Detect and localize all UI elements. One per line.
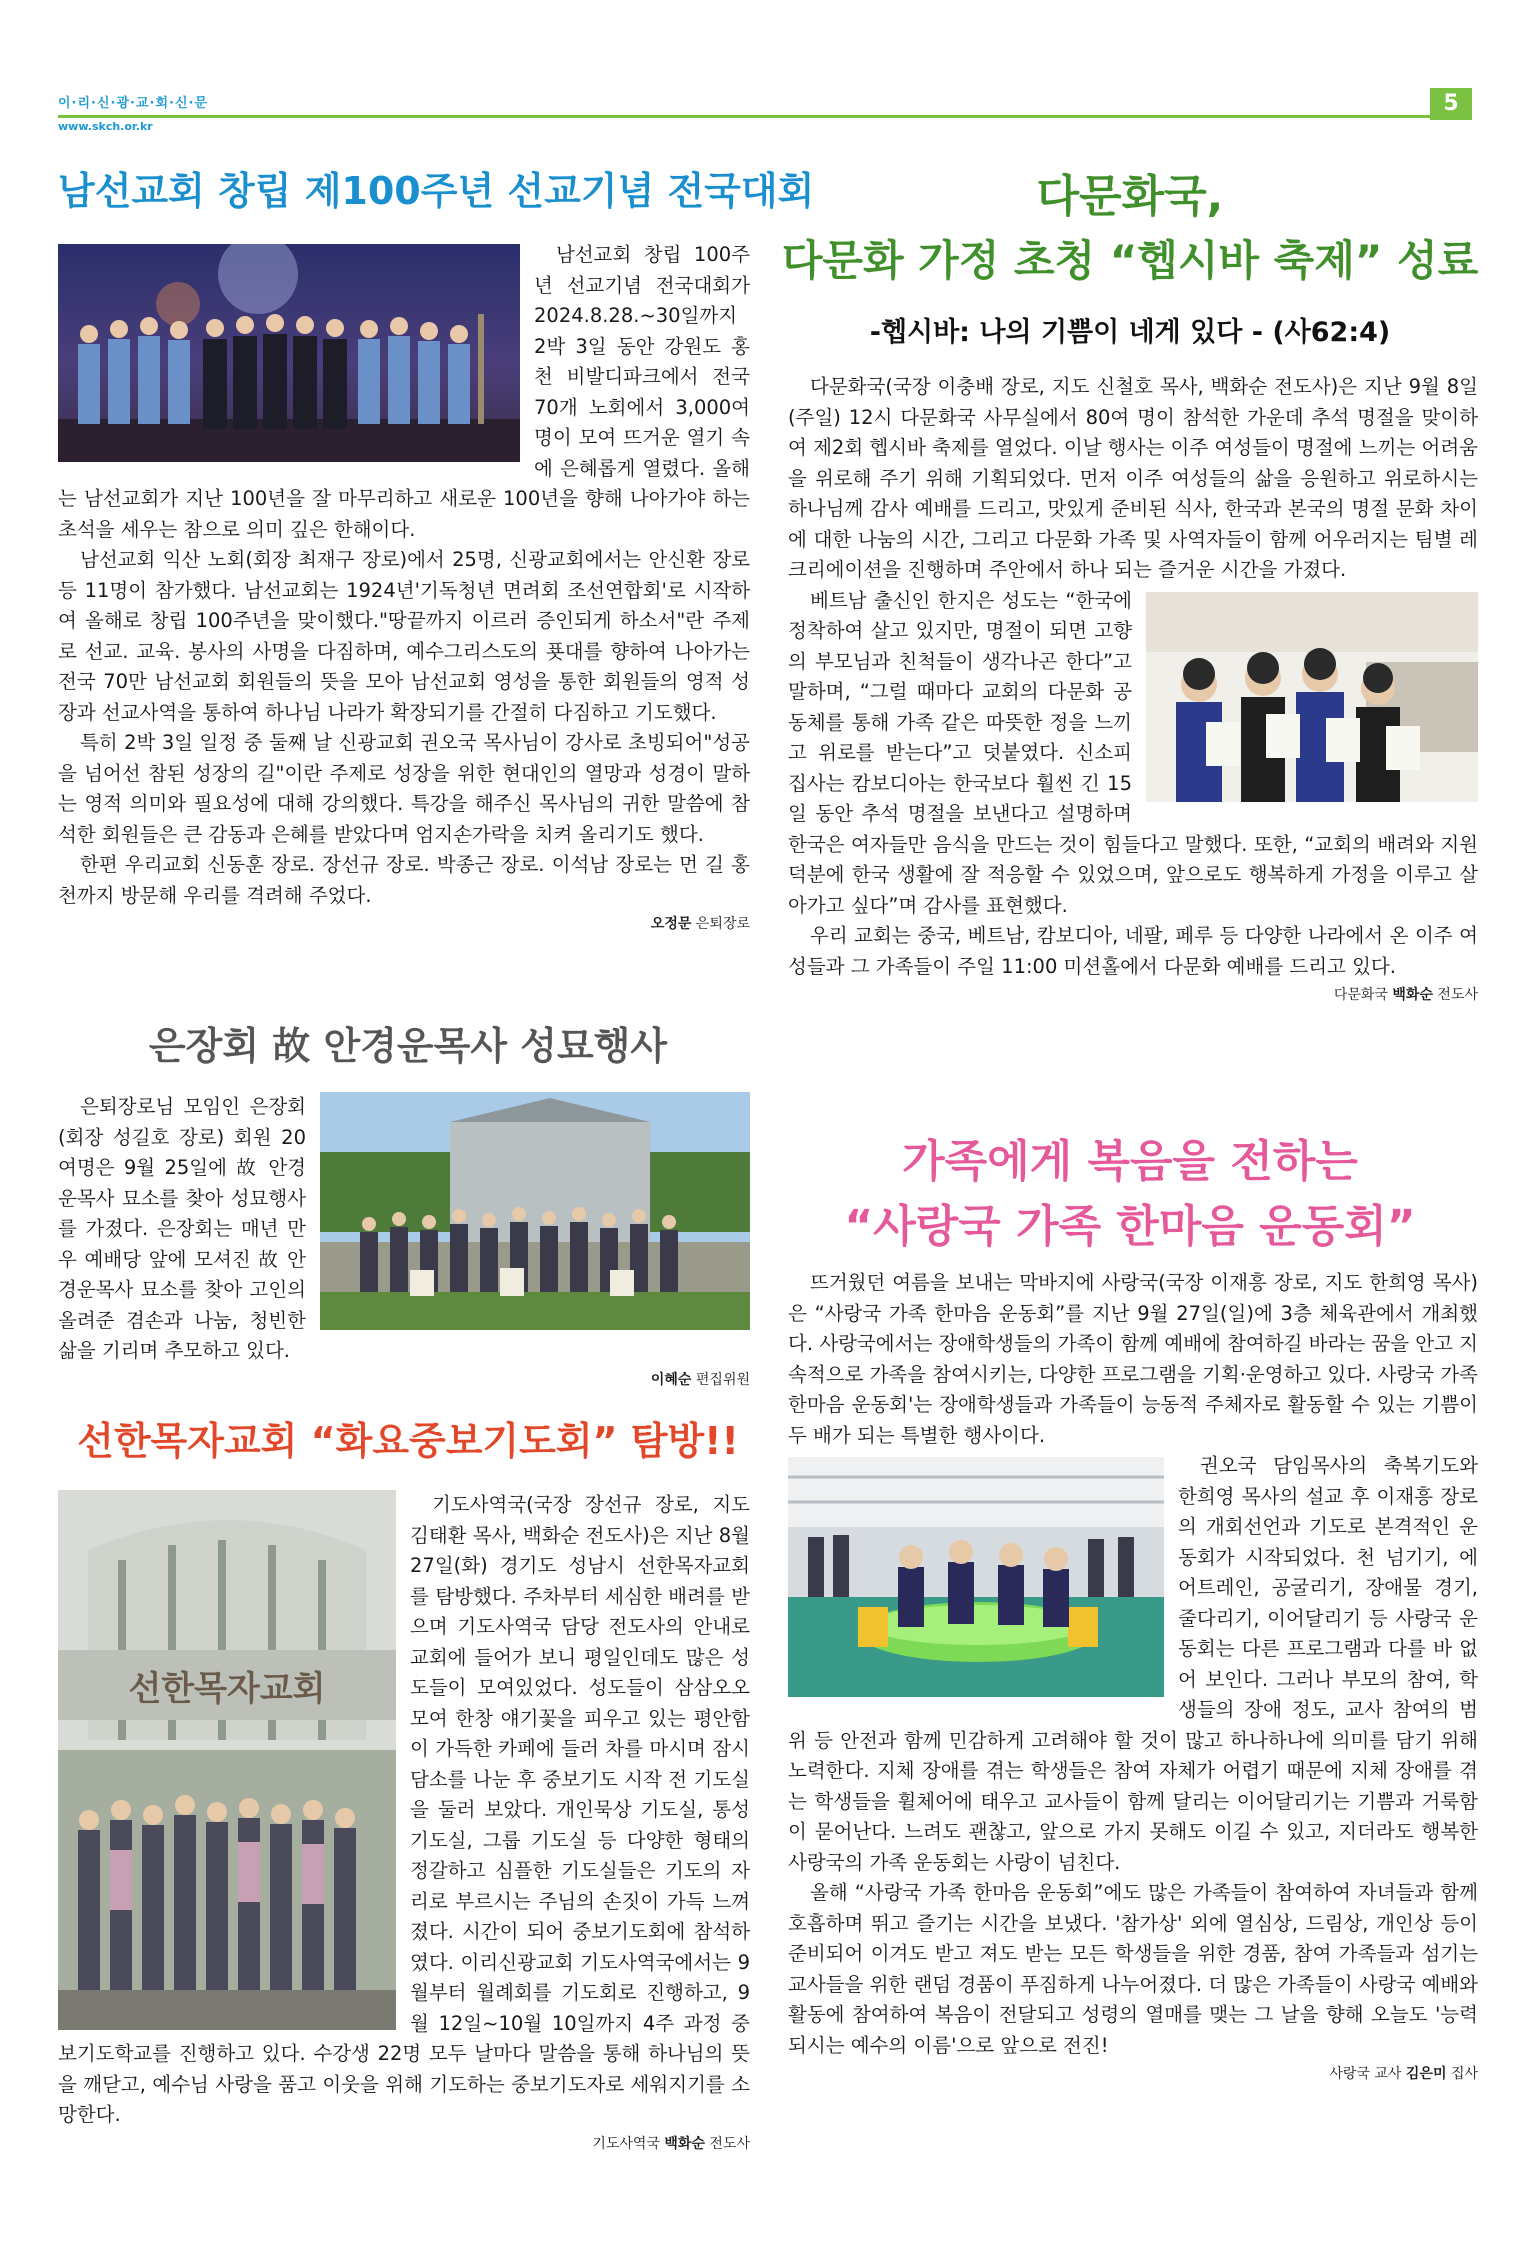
article1-paragraph: 남선교회 창립 100주년 선교기념 전국대회가 2024.8.28.~30일까지 2박 3일 동안 강원도 홍천 비발디파크에서 전국 70개 노회에서 3,000여명이 모여 뜨거운 열기 속에 은혜롭게 열렸다. 올해는 남선교회가 지난 100년을 잘 마무리하고 새로운 100년을 향해 나아가야 하는 초석을 세우는 참으로 의미 깊은 한해이다. — [58, 243, 750, 541]
header-rule — [58, 115, 1430, 118]
byline-name: 백화순 — [1392, 987, 1433, 1003]
article5-title-line1: 가족에게 복음을 전하는 — [902, 1136, 1358, 1187]
conference-group-photo — [58, 244, 520, 462]
article1-paragraph: 특히 2박 3일 일정 중 둘째 날 신광교회 권오국 목사님이 강사로 초빙되어"성공을 넘어선 참된 성장의 길"이란 주제로 성장을 위한 현대인의 열망과 성경이 말하는 영적 의미와 필요성에 대해 강의했다. 특강을 해주신 목사님의 귀한 말씀에 참석한 회원들은 큰 감동과 은혜를 받았다며 엄지손가락을 치켜 올리기도 했다. — [58, 731, 750, 846]
byline-role: 전도사 — [709, 2135, 750, 2152]
article1-body — [58, 240, 750, 933]
memorial-photo-graphic — [320, 1092, 750, 1330]
website-url[interactable]: www.skch.or.kr — [58, 120, 153, 133]
article5-title-line2: “사랑국 가족 한마음 운동회” — [844, 1201, 1416, 1252]
article3-title: 선한목자교회 “화요중보기도회” 탐방!! — [77, 1419, 739, 1463]
festival-photo-graphic — [1146, 592, 1478, 802]
byline-dept: 다문화국 — [1333, 987, 1388, 1003]
article2-byline — [58, 1369, 750, 1389]
article4-paragraph: 다문화국(국장 이충배 장로, 지도 신철호 목사, 백화순 전도사)은 지난 9월 8일(주일) 12시 다문화국 사무실에서 80여 명이 참석한 가운데 추석 명절을 맞이하여 제2회 헵시바 축제를 열었다. 이날 행사는 이주 여성들이 명절에 느끼는 어려움을 위로해 주기 위해 기획되었다. 먼저 이주 여성들의 삶을 응원하고 위로하시는 하나님께 감사 예배를 드리고, 맛있게 준비된 식사, 한국과 본국의 명절 문화 차이에 대한 나눔의 시간, 그리고 다문화 가족 및 사역자들이 함께 어우러지는 팀별 레크리에이션을 진행하며 주안에서 하나 되는 즐거운 시간을 가졌다. — [788, 375, 1478, 581]
byline-role: 집사 — [1450, 2066, 1478, 2082]
article4-byline — [788, 984, 1478, 1004]
article2-paragraph: 은퇴장로님 모임인 은장회(회장 성길호 장로) 회원 20여명은 9월 25일에 故 안경운목사 묘소를 찾아 성묘행사를 가졌다. 은장회는 매년 만우 예배당 앞에 모셔진 故 안경운목사 묘소를 찾아 고인의 올려준 겸손과 나눔, 청빈한 삶을 기리며 추모하고 있다. — [58, 1095, 306, 1362]
article5-paragraph: 올해 “사랑국 가족 한마음 운동회”에도 많은 가족들이 참여하여 자녀들과 함께 호흡하며 뛰고 즐기는 시간을 보냈다. '참가상' 외에 열심상, 드림상, 개인상 등이 준비되어 이겨도 받고 져도 받는 모든 학생들을 위한 경품, 참여 가족들과 섬기는 교사들을 위한 랜덤 경품이 푸짐하게 나누어졌다. 더 많은 가족들이 사랑국 예배와 활동에 참여하여 복음이 전달되고 성령의 열매를 맺는 그 날을 향해 오늘도 '능력되시는 예수의 이름'으로 앞으로 전진! — [788, 1881, 1478, 2057]
article4-subtitle: -헵시바: 나의 기쁨이 네게 있다 - (사62:4) — [869, 317, 1391, 348]
article1-title: 남선교회 창립 제100주년 선교기념 전국대회 — [58, 169, 815, 213]
church-sign-text: 선한목자교회 — [128, 1669, 326, 1709]
article5-paragraph: 뜨거웠던 여름을 보내는 막바지에 사랑국(국장 이재흥 장로, 지도 한희영 목사)은 “사랑국 가족 한마음 운동회”를 지난 9월 27일(일)에 3층 체육관에서 개최했다. 사랑국에서는 장애학생들의 가족이 함께 예배에 참여하길 바라는 꿈을 안고 지속적으로 가족을 참여시키는, 다양한 프로그램을 기획·운영하고 있다. 사랑국 가족 한마음 운동회'는 장애학생들과 가족들이 능동적 주체자로 활동할 수 있는 기쁨이 두 배가 되는 특별한 행사이다. — [788, 1271, 1478, 1447]
byline-name: 이혜순 — [650, 1371, 692, 1388]
church-visit-photo — [58, 1490, 396, 2030]
byline-name: 김은미 — [1405, 2066, 1447, 2082]
article5-paragraph: 권오국 담임목사의 축복기도와 한희영 목사의 설교 후 이재흥 장로의 개회선언과 기도로 본격적인 운동회가 시작되었다. 천 넘기기, 에어트레인, 공굴리기, 장애물 경기, 줄다리기, 이어달리기 등 사랑국 운동회는 다른 프로그램과 다를 바 없어 보인다. 그러나 부모의 참여, 학생들의 장애 정도, 교사 참여의 범위 등 안전과 함께 민감하게 고려해야 할 것이 많고 하나하나에 의미를 담기 위해 노력한다. 지체 장애를 겪는 학생들은 참여 자체가 어렵기 때문에 지체 장애를 겪는 학생들을 휠체어에 태우고 교사들이 함께 달리는 이어달리기는 기쁨과 거룩함이 묻어난다. 느려도 괜찮고, 앞으로 가지 못해도 이길 수 있고, 지더라도 행복한 사랑국의 가족 운동회는 사랑이 넘친다. — [788, 1454, 1478, 1874]
masthead: 이·리·신·광·교·회·신·문 — [58, 96, 209, 111]
article2-body — [58, 1092, 750, 1389]
article4-title-line1: 다문화국, — [1036, 171, 1224, 222]
byline-role: 편집위원 — [695, 1371, 750, 1388]
article3-byline — [58, 2133, 750, 2153]
memorial-group-photo — [320, 1092, 750, 1330]
conference-photo-graphic — [58, 244, 520, 462]
byline-dept: 기도사역국 — [592, 2135, 660, 2152]
sports-photo-graphic — [788, 1457, 1164, 1697]
article1-byline — [58, 913, 750, 933]
article4-body — [788, 372, 1478, 1004]
article5-byline — [788, 2063, 1478, 2083]
church-photo-graphic — [58, 1490, 396, 2030]
byline-dept: 사랑국 교사 — [1329, 2066, 1402, 2082]
article4-paragraph: 베트남 출신인 한지은 성도는 “한국에 정착하여 살고 있지만, 명절이 되면 고향의 부모님과 친척들이 생각나곤 한다”고 말하며, “그럴 때마다 교회의 다문화 공동체를 통해 가족 같은 따뜻한 정을 느끼고 위로를 받는다”고 덧붙였다. 신소피 집사는 캄보디아는 한국보다 훨씬 긴 15일 동안 추석 명절을 보낸다고 설명하며 한국은 여자들만 음식을 만드는 것이 힘들다고 말했다. 또한, “교회의 배려와 지원 덕분에 한국 생활에 잘 적응할 수 있었으며, 앞으로도 행복하게 가정을 이루고 살아가고 싶다”며 감사를 표현했다. — [788, 588, 1478, 917]
sports-day-photo — [788, 1457, 1164, 1697]
article2-title: 은장회 故 안경운목사 성묘행사 — [148, 1024, 668, 1068]
hephzibah-festival-photo — [1146, 592, 1478, 802]
article3-body — [58, 1490, 750, 2153]
article4-paragraph: 우리 교회는 중국, 베트남, 캄보디아, 네팔, 페루 등 다양한 나라에서 온 이주 여성들과 그 가족들이 주일 11:00 미션홀에서 다문화 예배를 드리고 있다. — [788, 924, 1478, 978]
article1-paragraph: 한편 우리교회 신동훈 장로. 장선규 장로. 박종근 장로. 이석남 장로는 먼 길 홍천까지 방문해 우리를 격려해 주었다. — [58, 853, 750, 907]
article5-body — [788, 1268, 1478, 2083]
article1-paragraph: 남선교회 익산 노회(회장 최재구 장로)에서 25명, 신광교회에서는 안신환 장로 등 11명이 참가했다. 남선교회는 1924년'기독청년 면려회 조선연합회'로 시작하여 올해로 창립 100주년을 맞이했다."땅끝까지 이르러 증인되게 하소서"란 주제로 선교. 교육. 봉사의 사명을 다짐하며, 예수그리스도의 푯대를 향하여 나아가는 전국 70만 남선교회 회원들의 뜻을 모아 남선교회 영성을 통한 회원들의 영적 성장과 선교사역을 통하여 하나님 나라가 확장되기를 간절히 다짐하고 기도했다. — [58, 548, 750, 724]
byline-role: 은퇴장로 — [695, 916, 750, 932]
byline-role: 전도사 — [1437, 987, 1478, 1003]
byline-name: 오정문 — [650, 916, 692, 932]
page-number: 5 — [1430, 88, 1472, 120]
article3-paragraph: 기도사역국(국장 장선규 장로, 지도 김태환 목사, 백화순 전도사)은 지난 8월 27일(화) 경기도 성남시 선한목자교회를 탐방했다. 주차부터 세심한 배려를 받으며 기도사역국 담당 전도사의 안내로 교회에 들어가 보니 평일인데도 많은 성도들이 모여있었다. 성도들이 삼삼오오 모여 한창 얘기꽃을 피우고 있는 평안함이 가득한 카페에 들러 차를 마시며 잠시 담소를 나눈 후 중보기도 시작 전 기도실을 둘러 보았다. 개인묵상 기도실, 통성기도실, 그룹 기도실 등 다양한 형태의 정갈하고 심플한 기도실들은 기도의 자리로 부르시는 주님의 손짓이 가득 느껴졌다. 시간이 되어 중보기도회에 참석하였다. 이리신광교회 기도사역국에서는 9월부터 월례회를 기도회로 진행하고, 9월 12일~10월 10일까지 4주 과정 중보기도학교를 진행하고 있다. 수강생 22명 모두 날마다 말씀을 통해 하나님의 뜻을 깨닫고, 예수님 사랑을 품고 이웃을 위해 기도하는 중보기도자로 세워지기를 소망한다. — [58, 1493, 750, 2126]
article4-title-line2: 다문화 가정 초청 “헵시바 축제” 성료 — [781, 236, 1479, 285]
byline-name: 백화순 — [664, 2135, 705, 2152]
